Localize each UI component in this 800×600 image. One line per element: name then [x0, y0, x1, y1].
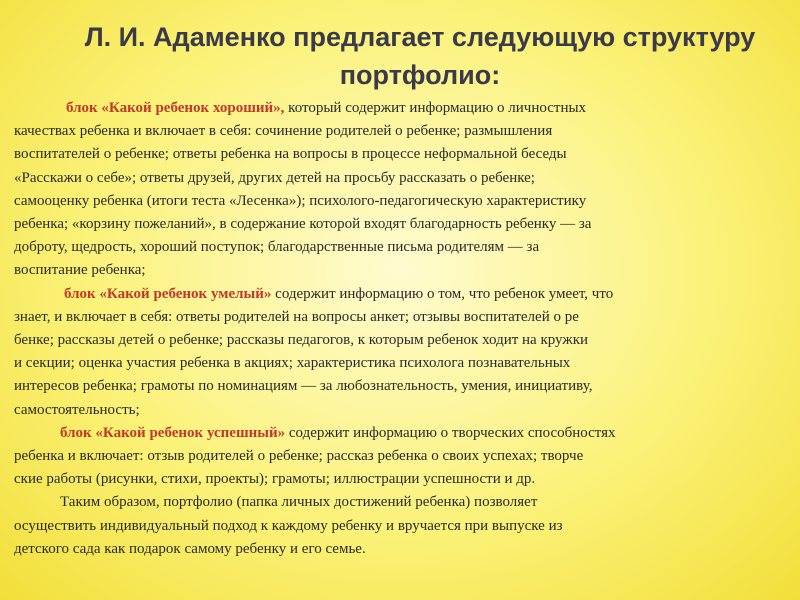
line-text: содержит информацию о творческих способностях	[285, 424, 616, 441]
text-line: интересов ребенка; грамоты по номинациям — за любознательность, умения, инициативу,	[14, 378, 593, 395]
block-heading-successful: блок «Какой ребенок успешный»	[60, 424, 286, 441]
text-line: осуществить индивидуальный подход к каждому ребенку и вручается при выпуске из	[14, 517, 563, 534]
text-line: самостоятельность;	[14, 401, 140, 418]
slide-title	[60, 18, 780, 94]
text-line: самооценку ребенка (итоги теста «Лесенка»); психолого-педагогическую характеристику	[14, 192, 587, 209]
title-line-2: портфолио:	[339, 60, 501, 90]
text-line	[14, 422, 800, 445]
text-line	[14, 97, 800, 120]
text-line: и секции; оценка участия ребенка в акциях; характеристика психолога познавательных	[14, 355, 571, 372]
text-line: воспитателей о ребенке; ответы ребенка на вопросы в процессе неформальной беседы	[14, 146, 567, 163]
text-lines	[14, 97, 800, 561]
text-line: качествах ребенка и включает в себя: сочинение родителей о ребенке; размышления	[14, 123, 553, 140]
text-line: бенке; рассказы детей о ребенке; рассказы педагогов, к которым ребенок ходит на кружки	[14, 332, 589, 349]
title-line-1: Л. И. Адаменко предлагает следующую структуру	[84, 22, 756, 52]
body-text	[14, 97, 800, 561]
text-line: ребенка и включает: отзыв родителей о ребенке; рассказ ребенка о своих успехах; творче	[14, 448, 584, 465]
line-text: содержит информацию о том, что ребенок умеет, что	[271, 285, 614, 302]
line-text: который содержит информацию о личностных	[284, 100, 587, 116]
text-line: знает, и включает в себя: ответы родителей на вопросы анкет; отзывы воспитателей о ре	[14, 308, 579, 325]
text-line: ские работы (рисунки, стихи, проекты); грамоты; иллюстрации успешности и др.	[14, 471, 536, 488]
block-heading-good: блок «Какой ребенок хороший»,	[66, 100, 285, 116]
text-line	[14, 283, 800, 306]
text-line: ребенка; «корзину пожеланий», в содержание которой входят благодарность ребенку — за	[14, 216, 592, 233]
text-line: воспитание ребенка;	[14, 262, 146, 279]
text-line: Таким образом, портфолио (папка личных достижений ребенка) позволяет	[60, 494, 538, 511]
text-line: детского сада как подарок самому ребенку и его семье.	[14, 540, 366, 557]
block-heading-skilled: блок «Какой ребенок умелый»	[64, 285, 272, 302]
text-line: доброту, щедрость, хороший поступок; благодарственные письма родителям — за	[14, 239, 540, 256]
text-line: «Расскажи о себе»; ответы друзей, других детей на просьбу рассказать о ребенке;	[14, 169, 535, 186]
